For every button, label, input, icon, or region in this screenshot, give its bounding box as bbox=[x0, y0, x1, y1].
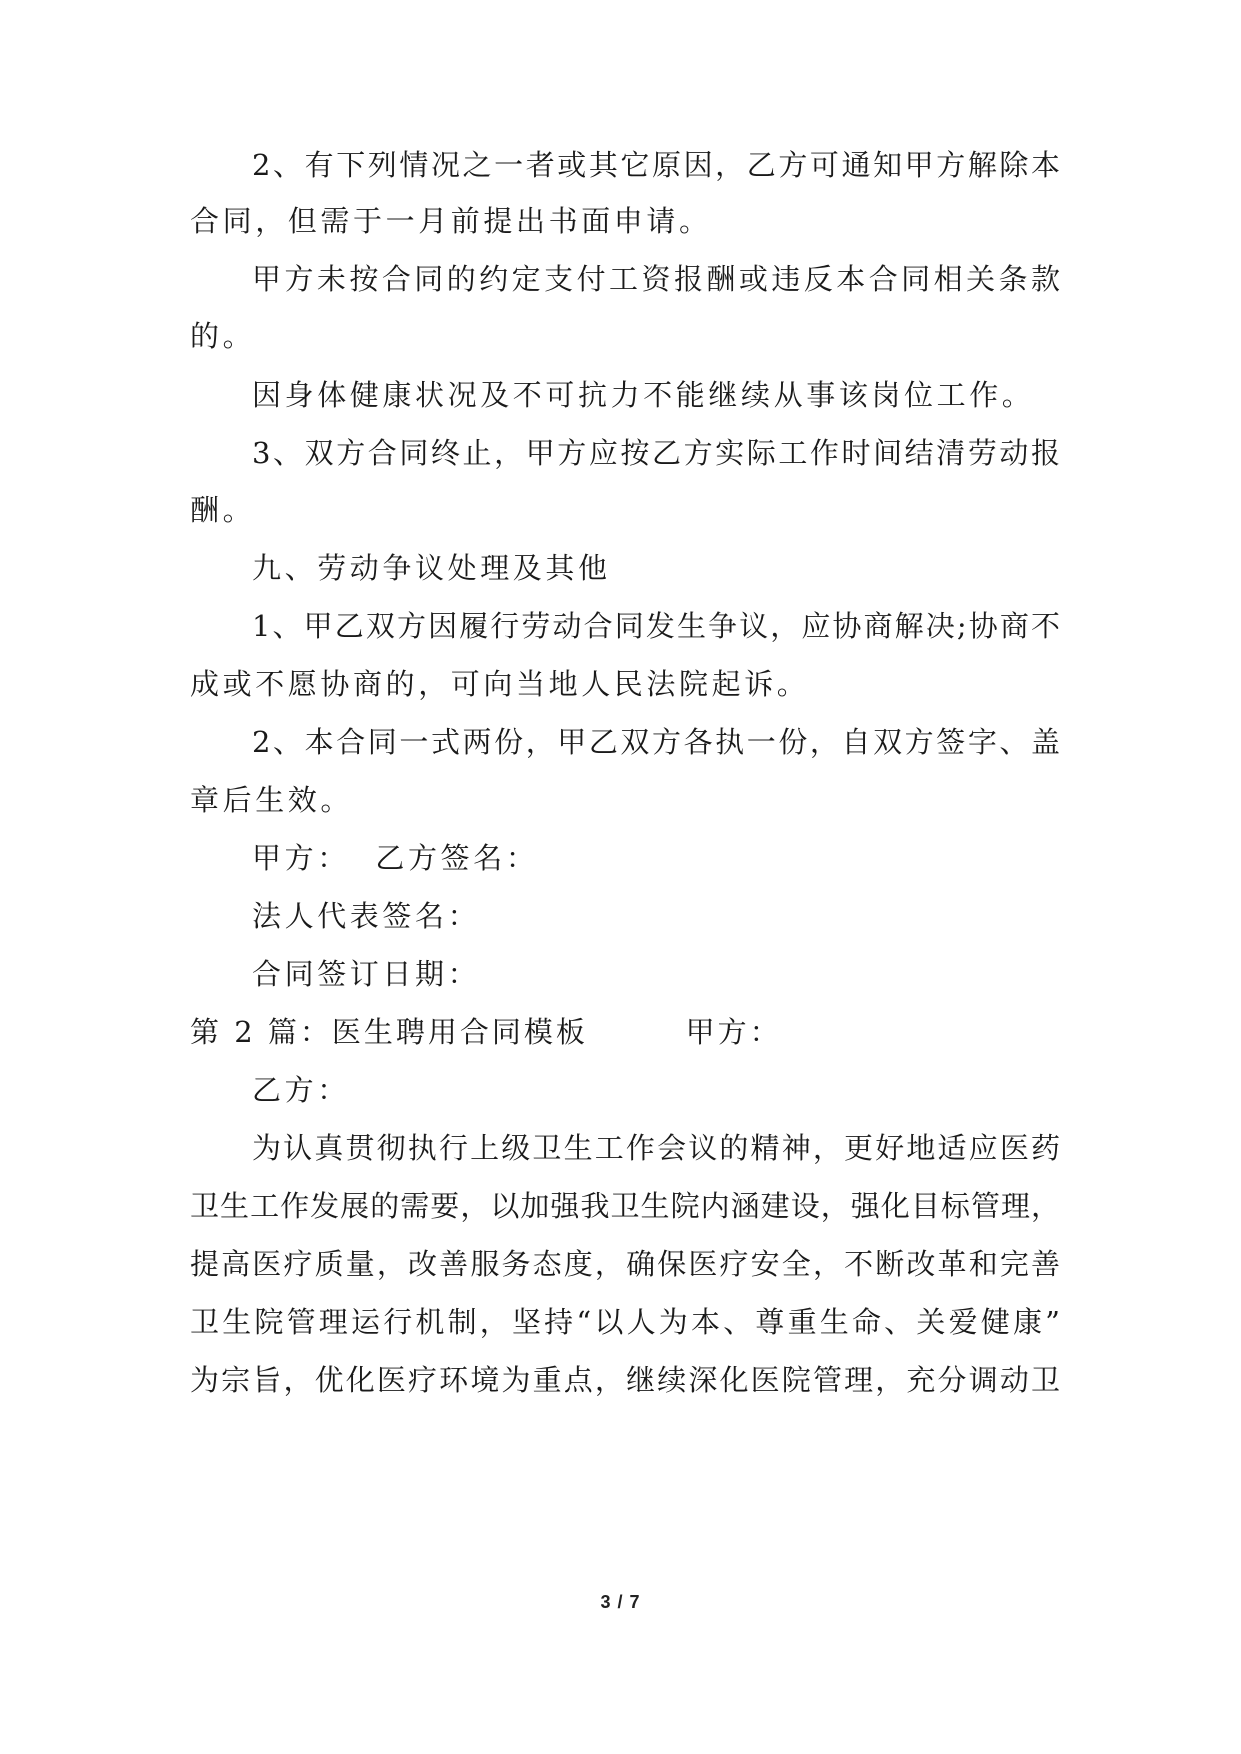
paragraph-line: 提高医疗质量，改善服务态度，确保医疗安全，不断改革和完善 bbox=[190, 1247, 1060, 1281]
paragraph-line: 为认真贯彻执行上级卫生工作会议的精神，更好地适应医药 bbox=[252, 1131, 1060, 1165]
paragraph-line: 为宗旨，优化医疗环境为重点，继续深化医院管理，充分调动卫 bbox=[190, 1363, 1060, 1397]
paragraph-line: 因身体健康状况及不可抗力不能继续从事该岗位工作。 bbox=[252, 378, 1035, 412]
party-b-line: 乙方： bbox=[252, 1073, 350, 1107]
paragraph-line: 甲方未按合同的约定支付工资报酬或违反本合同相关条款 bbox=[252, 262, 1060, 296]
article-title: 第 2 篇：医生聘用合同模板 甲方： bbox=[190, 1015, 782, 1049]
section-heading: 九、劳动争议处理及其他 bbox=[252, 551, 611, 585]
paragraph-line: 卫生院管理运行机制，坚持“以人为本、尊重生命、关爱健康” bbox=[190, 1305, 1060, 1339]
paragraph-line: 的。 bbox=[190, 319, 256, 353]
signature-date-line: 合同签订日期： bbox=[252, 957, 481, 991]
paragraph-line: 合同，但需于一月前提出书面申请。 bbox=[190, 204, 712, 238]
paragraph-line: 酬。 bbox=[190, 493, 256, 527]
paragraph-line: 2、本合同一式两份，甲乙双方各执一份，自双方签字、盖 bbox=[252, 725, 1060, 759]
paragraph-line: 1、甲乙双方因履行劳动合同发生争议，应协商解决;协商不 bbox=[252, 609, 1060, 643]
page-number: 3 / 7 bbox=[600, 1592, 641, 1612]
paragraph-line: 2、有下列情况之一者或其它原因，乙方可通知甲方解除本 bbox=[252, 148, 1060, 182]
paragraph-line: 成或不愿协商的，可向当地人民法院起诉。 bbox=[190, 667, 810, 701]
paragraph-line: 3、双方合同终止，甲方应按乙方实际工作时间结清劳动报 bbox=[252, 436, 1060, 470]
paragraph-line: 章后生效。 bbox=[190, 783, 354, 817]
signature-party-line: 甲方： 乙方签名： bbox=[252, 841, 539, 875]
paragraph-line: 卫生工作发展的需要，以加强我卫生院内涵建设，强化目标管理， bbox=[190, 1189, 1060, 1223]
signature-representative-line: 法人代表签名： bbox=[252, 899, 481, 933]
